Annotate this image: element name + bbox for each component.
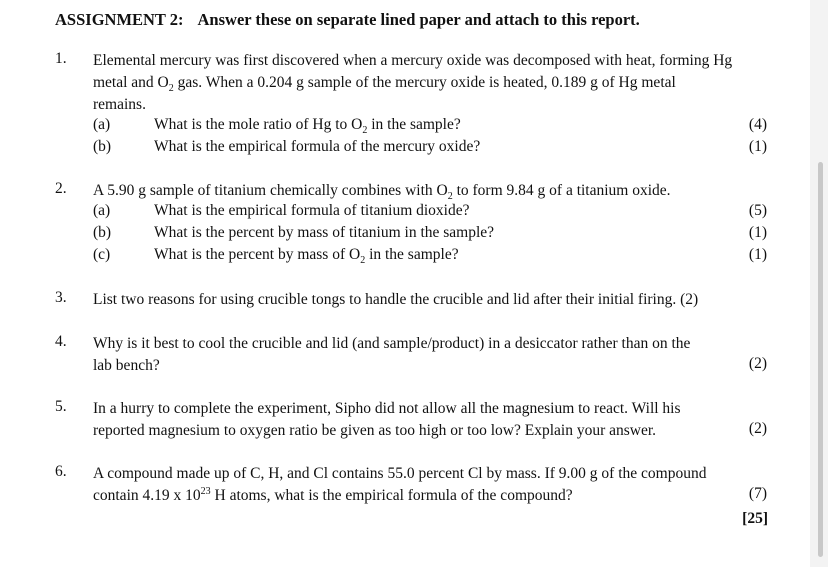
mark-allocation: (7) [748,485,767,502]
mark-allocation: (5) [748,202,767,219]
subquestion-2b: (b) What is the percent by mass of titanium in the sample? (1) [93,224,767,241]
mark-allocation: (1) [748,224,767,241]
mark-allocation: (1) [748,246,767,263]
mark-allocation: (4) [748,116,767,133]
subquestion-1a: (a) What is the mole ratio of Hg to $O_2$ in the sample? (4) [93,116,767,137]
question-number: 5. [55,398,67,415]
question-text: metal and $O_2$ gas. When a 0.204 g sample of the mercury oxide is heated, 0.189 g of Hg metal [93,74,676,95]
scrollbar-track[interactable] [810,0,828,567]
question-number: 3. [55,289,67,306]
question-text: Elemental mercury was first discovered when a mercury oxide was decomposed with heat, forming Hg [93,52,733,69]
assignment-title: ASSIGNMENT 2: [55,10,184,29]
question-text: reported magnesium to oxygen ratio be given as too high or too low? Explain your answer. [93,422,657,439]
assignment-heading [55,10,640,30]
question-text: A compound made up of C, H, and Cl contains 55.0 percent Cl by mass. If 9.00 g of the compound [93,465,707,482]
subquestion-1b: (b) What is the empirical formula of the mercury oxide? (1) [93,138,767,155]
scrollbar-thumb[interactable] [818,162,823,557]
question-number: 4. [55,333,67,350]
subquestion-2c: (c) What is the percent by mass of $O_2$ in the sample? (1) [93,246,767,267]
question-number: 2. [55,180,67,197]
question-text: In a hurry to complete the experiment, Sipho did not allow all the magnesium to react. Will his [93,400,681,417]
mark-allocation: (1) [748,138,767,155]
question-text: List two reasons for using crucible tongs to handle the crucible and lid after their initial firing. (2) [93,291,699,308]
question-number: 1. [55,50,67,67]
subquestion-2a: (a) What is the empirical formula of titanium dioxide? (5) [93,202,767,219]
question-text: contain 4.19 x $10^{23}$ H atoms, what is the empirical formula of the compound? [93,485,573,504]
mark-allocation: (2) [748,355,767,372]
question-text: remains. [93,96,146,113]
total-marks: [25] [742,510,768,527]
question-text: Why is it best to cool the crucible and lid (and sample/product) in a desiccator rather than on the [93,335,691,352]
assignment-instruction: Answer these on separate lined paper and attach to this report. [197,10,640,29]
question-text: lab bench? [93,357,160,374]
mark-allocation: (2) [748,420,767,437]
question-text: A 5.90 g sample of titanium chemically combines with $O_2$ to form 9.84 g of a titanium oxide. [93,182,671,203]
question-number: 6. [55,463,67,480]
